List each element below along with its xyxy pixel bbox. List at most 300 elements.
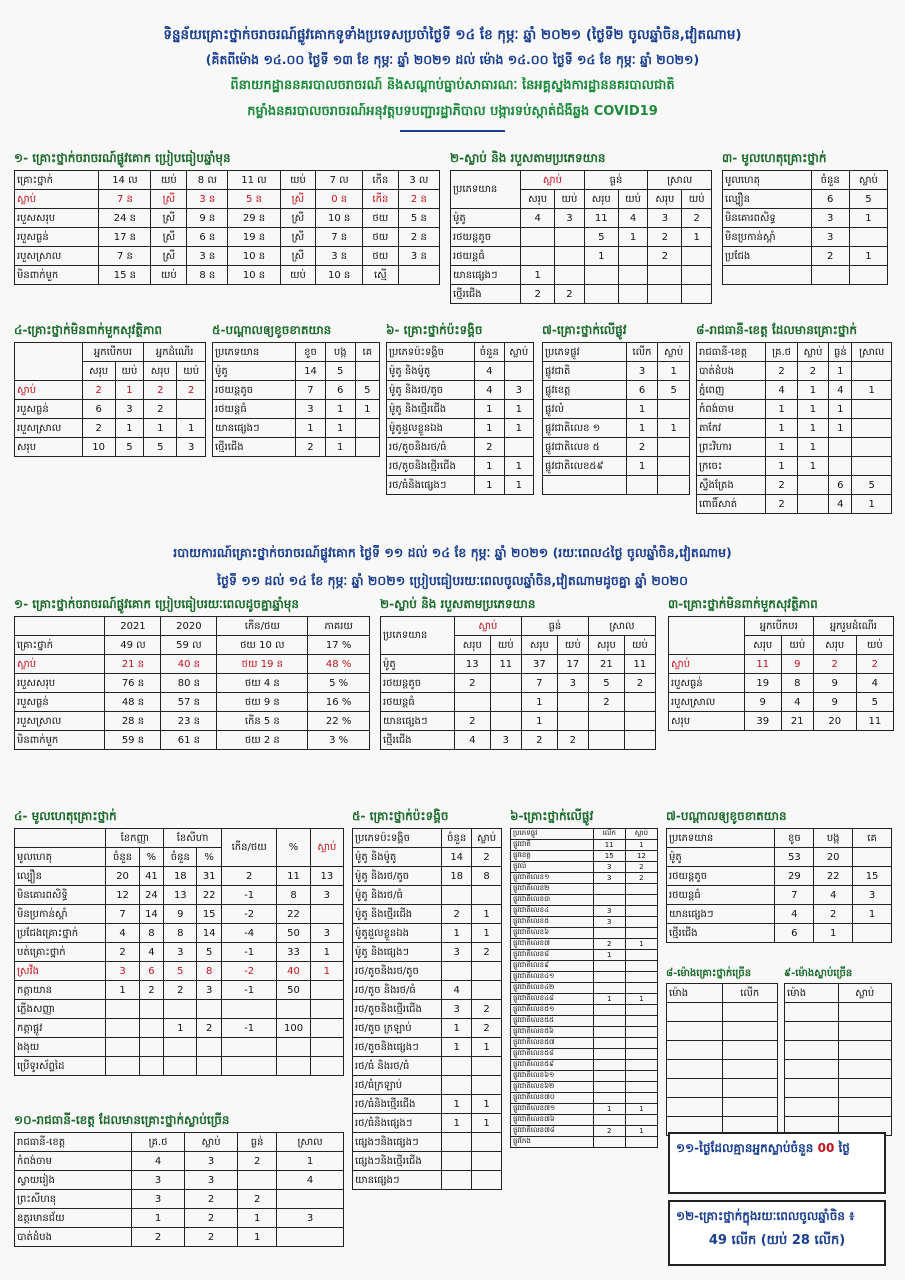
daily-s5-table	[212, 342, 380, 457]
daily-s4-cell: 1	[115, 419, 144, 438]
daily-s1-row	[15, 209, 440, 228]
daily-s2-cell	[648, 266, 682, 285]
period-s4-subheader-cell: មូលហេតុ	[15, 848, 106, 867]
period-s2-cell: ម៉ូតូ	[381, 655, 455, 674]
period-s6-cell: ផ្លូវជាតិលេខ៩	[511, 961, 594, 972]
daily-s4-row	[15, 381, 206, 400]
daily-s1-cell	[398, 266, 439, 285]
period-s5-header-cell: ចំនួន	[442, 829, 472, 848]
period-s2-row	[381, 712, 656, 731]
period-s6-row	[511, 994, 658, 1005]
daily-s5-cell: ម៉ូតូ	[213, 362, 296, 381]
period-s1-row	[15, 655, 370, 674]
period-s5-row	[353, 1000, 502, 1019]
daily-s3-row	[723, 247, 888, 266]
daily-s6-cell: 1	[475, 476, 504, 495]
daily-section-7	[542, 322, 690, 495]
period-section-7	[666, 808, 892, 943]
daily-s5-cell: 1	[325, 419, 355, 438]
period-s1-cell: របួសស្រាល	[15, 712, 105, 731]
period-s8-cell	[667, 1060, 723, 1079]
period-s6-row	[511, 1049, 658, 1060]
period-s9-row	[785, 1003, 892, 1022]
period-s5-row	[353, 943, 502, 962]
daily-s4-row	[15, 419, 206, 438]
daily-s2-cell	[555, 228, 585, 247]
new-year-accidents-value: 49 លើក (យប់ 28 លើក)	[708, 1233, 846, 1248]
daily-s1-cell: 14 ល	[99, 171, 151, 190]
period-s4-cell	[164, 1038, 197, 1057]
period-s5-cell: រថ/តូច និងរថ/ធំ	[353, 981, 442, 1000]
daily-s2-row	[451, 266, 712, 285]
daily-s3-row	[723, 190, 888, 209]
daily-s1-cell: 10 ន	[316, 209, 363, 228]
period-s7-row	[667, 924, 892, 943]
period-s1-cell: កើន 5 ន	[217, 712, 308, 731]
period-s9-cell	[785, 1041, 839, 1060]
period-s4-cell	[277, 1038, 310, 1057]
daily-s3-cell: 3	[811, 228, 849, 247]
daily-s1-cell: ថយ	[362, 228, 398, 247]
period-s9-cell	[785, 1003, 839, 1022]
daily-s5-cell: 6	[325, 381, 355, 400]
daily-s7-cell	[626, 476, 658, 495]
daily-s2-cell: រថយន្តតូច	[451, 228, 521, 247]
daily-s3-cell: 1	[849, 247, 887, 266]
daily-s6-cell: ម៉ូតូដួលខ្លួនឯង	[387, 419, 475, 438]
period-s6-cell	[593, 1038, 625, 1049]
daily-s1-cell: 3 ន	[187, 190, 228, 209]
daily-s8-cell: 1	[852, 495, 892, 514]
daily-s7-cell	[543, 476, 627, 495]
daily-s6-cell: រថ/តូចនិងរថ/ធំ	[387, 438, 475, 457]
daily-s8-cell: ព្រះវិហារ	[697, 438, 766, 457]
daily-s6-row	[387, 438, 534, 457]
daily-s7-row	[543, 476, 690, 495]
period-s6-row	[511, 895, 658, 906]
daily-s8-cell: 1	[766, 438, 797, 457]
period-s6-cell	[593, 884, 625, 895]
period-s10-cell: 1	[277, 1152, 344, 1171]
period-s6-cell: ផ្លូវជាតិលេខ៤២	[511, 983, 594, 994]
daily-s3-cell	[849, 266, 887, 285]
daily-s3-row	[723, 266, 888, 285]
period-s7-cell: 4	[775, 905, 814, 924]
period-s4-cell: 31	[197, 867, 222, 886]
daily-s2-subheader-cell: យប់	[555, 190, 585, 209]
daily-s1-cell: យប់	[280, 171, 316, 190]
period-s4-cell: 14	[139, 905, 164, 924]
period-s6-cell: 3	[593, 873, 625, 884]
period-s2-cell: 21	[588, 655, 624, 674]
period-s8-row	[667, 1060, 778, 1079]
period-s10-title: ១០-រាជធានី-ខេត្ត ដែលមានគ្រោះថ្នាក់ស្លាប់ច្រើន	[14, 1113, 230, 1127]
period-s8-cell	[667, 1003, 723, 1022]
period-s4-cell: 13	[310, 867, 343, 886]
period-s6-cell	[593, 1137, 625, 1148]
daily-s2-subheader-cell: យប់	[682, 190, 712, 209]
period-s5-cell	[442, 1057, 472, 1076]
period-s6-cell: ផ្លូវជាតិលេខ៧៦	[511, 1115, 594, 1126]
daily-s5-cell: រថយន្តធំ	[213, 400, 296, 419]
period-s5-cell: រថ/ធំនិងផ្សេងៗ	[353, 1114, 442, 1133]
period-s8-cell	[667, 1041, 723, 1060]
daily-s1-cell: យប់	[151, 266, 187, 285]
daily-s2-header-cell: ស្រាល	[648, 171, 712, 190]
daily-s3-title: ៣- មូលហេតុគ្រោះថ្នាក់	[722, 151, 827, 165]
daily-s8-cell: 4	[829, 381, 852, 400]
daily-s7-cell	[658, 400, 690, 419]
period-s3-row	[669, 712, 894, 731]
period-s10-cell: 2	[238, 1190, 277, 1209]
period-s2-cell	[490, 693, 521, 712]
daily-s8-row	[697, 457, 892, 476]
daily-s6-cell: 1	[475, 400, 504, 419]
daily-s7-cell: ផ្លូវជាតិលេខ ៥	[543, 438, 627, 457]
daily-s2-header-cell: ប្រភេទយាន	[451, 171, 521, 209]
period-s6-cell: 1	[625, 1104, 657, 1115]
period-s10-row	[15, 1228, 344, 1247]
period-s3-cell: របួសស្រាល	[669, 693, 745, 712]
period-s3-cell: របួសធ្ងន់	[669, 674, 745, 693]
period-s7-header-cell: ប្រភេទយាន	[667, 829, 775, 848]
daily-s8-cell: 1	[829, 400, 852, 419]
daily-s1-cell: យប់	[151, 171, 187, 190]
period-s10-header-cell: ស្រាល	[277, 1133, 344, 1152]
daily-s4-cell: 6	[82, 400, 115, 419]
daily-s5-row	[213, 419, 380, 438]
period-s7-cell: 2	[814, 905, 853, 924]
period-s6-cell	[593, 1082, 625, 1093]
period-s5-cell: 2	[472, 943, 502, 962]
daily-s3-cell	[723, 266, 812, 285]
daily-s1-table	[14, 170, 440, 285]
daily-s2-row	[451, 285, 712, 304]
period-s5-header-row	[353, 829, 502, 848]
period-s4-cell: 18	[164, 867, 197, 886]
period-s6-header-cell: លើក	[593, 829, 625, 840]
period-s7-cell	[853, 924, 892, 943]
daily-s8-cell: 1	[829, 419, 852, 438]
period-s6-row	[511, 1027, 658, 1038]
period-s5-cell: ម៉ូតូដួលខ្លួនឯង	[353, 924, 442, 943]
report-department: ពីនាយកដ្ឋាននគរបាលចរាចរណ៍ និងសណ្តាប់ធ្នាប់សាធារណៈ នៃអគ្គស្នងការដ្ឋាននគរបាលជាតិ	[230, 78, 675, 93]
daily-s2-cell: 1	[521, 266, 555, 285]
period-s6-cell: 1	[593, 994, 625, 1005]
daily-s4-table	[14, 342, 206, 457]
daily-s1-cell: របួសសរុប	[15, 209, 99, 228]
daily-s5-cell: យានផ្សេងៗ	[213, 419, 296, 438]
period-s6-row	[511, 917, 658, 928]
period-s1-title: ១- គ្រោះថ្នាក់ចរាចរណ៍ផ្លូវគោក ប្រៀបធៀបរយៈពេលដូចគ្នាឆ្នាំមុន	[14, 597, 300, 611]
period-s2-cell: 1	[521, 712, 557, 731]
daily-s8-header-cell: រាជធានី-ខេត្ត	[697, 343, 766, 362]
daily-s2-row	[451, 247, 712, 266]
period-s4-cell	[106, 1019, 139, 1038]
daily-s3-header-row	[723, 171, 888, 190]
daily-s7-row	[543, 419, 690, 438]
period-s3-header-cell: អ្នករួមដំណើរ	[813, 617, 893, 636]
period-s8-cell	[722, 1079, 778, 1098]
daily-s6-title: ៦- គ្រោះថ្នាក់ប៉ះទង្គិច	[386, 323, 483, 337]
daily-s1-cell: 7 ន	[99, 190, 151, 209]
daily-s4-header-cell: អ្នកបើកបរ	[82, 343, 144, 362]
period-s7-cell: 53	[775, 848, 814, 867]
period-s2-cell: 2	[557, 731, 588, 750]
period-s6-row	[511, 928, 658, 939]
period-s5-title: ៥- គ្រោះថ្នាក់ប៉ះទង្គិច	[352, 809, 449, 823]
daily-s2-cell: 4	[618, 209, 648, 228]
period-s5-row	[353, 924, 502, 943]
daily-s8-cell: ស្ទឹងត្រែង	[697, 476, 766, 495]
period-s4-cell: 3	[310, 886, 343, 905]
period-s7-cell: យានផ្សេងៗ	[667, 905, 775, 924]
period-s5-cell: 2	[472, 848, 502, 867]
period-s5-cell: ម៉ូតូ និងថ្មើរជើង	[353, 905, 442, 924]
period-s8-cell	[722, 1041, 778, 1060]
daily-s1-row	[15, 228, 440, 247]
period-s4-table	[14, 828, 344, 1076]
daily-s4-cell: 2	[144, 381, 177, 400]
period-s5-row	[353, 1133, 502, 1152]
daily-s6-cell	[504, 438, 533, 457]
period-s4-cell	[277, 1057, 310, 1076]
period-s5-cell: 1	[472, 1038, 502, 1057]
no-death-days-value: 00	[817, 1141, 835, 1155]
daily-s4-cell: 5	[115, 438, 144, 457]
daily-s7-cell: 1	[626, 419, 658, 438]
daily-s8-cell	[852, 419, 892, 438]
period-s4-cell	[197, 1000, 222, 1019]
period-s4-cell: 2	[164, 981, 197, 1000]
daily-s4-cell: 1	[115, 381, 144, 400]
period-s4-cell: 8	[139, 924, 164, 943]
period-s4-cell	[197, 1057, 222, 1076]
period-s10-header-cell: ស្លាប់	[184, 1133, 237, 1152]
daily-s2-cell	[584, 285, 618, 304]
daily-s2-cell: 2	[648, 228, 682, 247]
period-s4-cell: 8	[197, 962, 222, 981]
daily-s8-row	[697, 476, 892, 495]
period-s9-header-row	[785, 984, 892, 1003]
period-s6-cell: ផ្លូវកែង	[511, 1137, 594, 1148]
period-s6-row	[511, 950, 658, 961]
daily-s2-cell	[682, 285, 712, 304]
period-s10-row	[15, 1152, 344, 1171]
daily-s3-header-cell: ស្លាប់	[849, 171, 887, 190]
period-s5-cell: 1	[442, 1114, 472, 1133]
period-s5-table	[352, 828, 502, 1190]
period-s10-cell: ឧត្តរមានជ័យ	[15, 1209, 132, 1228]
period-s8-title: ៨-ម៉ោងគ្រោះថ្នាក់ច្រើន	[666, 968, 752, 979]
daily-s1-cell: 15 ន	[99, 266, 151, 285]
period-s9-header-cell: ម៉ោង	[785, 984, 839, 1003]
period-s3-cell: 9	[744, 693, 781, 712]
period-s9-cell	[838, 1060, 892, 1079]
period-s8-cell	[722, 1022, 778, 1041]
period-s7-cell: 4	[814, 886, 853, 905]
period-s7-cell: រថយន្តតូច	[667, 867, 775, 886]
period-s5-cell: ផ្សេងៗនិងផ្សេងៗ	[353, 1133, 442, 1152]
period-s2-row	[381, 655, 656, 674]
period-s4-cell	[139, 1000, 164, 1019]
daily-s8-cell: ក្រចេះ	[697, 457, 766, 476]
period-s6-cell	[625, 1071, 657, 1082]
period-s6-cell: 3	[593, 862, 625, 873]
period-s2-cell	[557, 693, 588, 712]
daily-s5-header-cell: គេ	[355, 343, 379, 362]
daily-s2-cell	[618, 285, 648, 304]
period-s6-row	[511, 961, 658, 972]
period-s10-cell: ស្វាយរៀង	[15, 1171, 132, 1190]
period-s6-row	[511, 851, 658, 862]
period-s6-cell	[593, 961, 625, 972]
daily-s2-cell: ថ្មើរជើង	[451, 285, 521, 304]
period-s9-row	[785, 1098, 892, 1117]
period-s4-cell: -1	[221, 886, 276, 905]
daily-s8-cell: 1	[766, 457, 797, 476]
daily-s4-title: ៤-គ្រោះថ្នាក់មិនពាក់មួកសុវត្ថិភាព	[14, 323, 163, 337]
period-s5-header-cell: ប្រភេទប៉ះទង្គិច	[353, 829, 442, 848]
period-s5-cell: 1	[472, 924, 502, 943]
daily-s8-cell: 1	[766, 400, 797, 419]
period-s8-row	[667, 1041, 778, 1060]
daily-s7-cell: 1	[626, 400, 658, 419]
period-s4-subheader-cell: ចំនួន	[106, 848, 139, 867]
period-s1-cell: 5 %	[308, 674, 370, 693]
period-s3-subheader-cell: សរុប	[744, 636, 781, 655]
period-s6-cell: ផ្លូវជាតិលេខ៤៨	[511, 994, 594, 1005]
daily-s1-cell: ស្រី	[280, 209, 316, 228]
daily-section-1	[14, 150, 440, 285]
daily-s5-cell: 5	[325, 362, 355, 381]
period-s4-row	[15, 924, 344, 943]
daily-s7-row	[543, 381, 690, 400]
period-s1-row	[15, 674, 370, 693]
period-s7-cell: 1	[814, 924, 853, 943]
period-s5-row	[353, 848, 502, 867]
period-s5-cell	[472, 1057, 502, 1076]
period-s6-cell: ផ្លូវជាតិលេខ៥៦	[511, 1027, 594, 1038]
period-s6-cell: ផ្លូវជាតិលេខ៧១	[511, 1104, 594, 1115]
daily-s1-cell: ថយ	[362, 247, 398, 266]
daily-s1-row	[15, 190, 440, 209]
daily-s5-header-row	[213, 343, 380, 362]
period-s5-cell: រថ/ធំក្រឡាប់	[353, 1076, 442, 1095]
period-s3-cell: 21	[781, 712, 813, 731]
period-s3-cell: ស្លាប់	[669, 655, 745, 674]
daily-s5-header-cell: ខូច	[296, 343, 326, 362]
period-s5-cell	[442, 1076, 472, 1095]
period-s1-header-cell: 2021	[105, 617, 161, 636]
period-s6-cell	[593, 1049, 625, 1060]
period-section-9	[784, 966, 892, 1136]
daily-s3-cell: ប្រជែង	[723, 247, 812, 266]
period-s4-row	[15, 981, 344, 1000]
period-s6-row	[511, 1005, 658, 1016]
period-s6-row	[511, 1104, 658, 1115]
period-s4-cell: កត្តាយាន	[15, 981, 106, 1000]
period-s4-row	[15, 962, 344, 981]
period-s10-cell: 3	[132, 1171, 185, 1190]
period-s1-cell: មិនពាក់មួក	[15, 731, 105, 750]
period-s9-cell	[838, 1022, 892, 1041]
daily-s6-header-cell: ស្លាប់	[504, 343, 533, 362]
daily-s5-cell: 3	[296, 400, 326, 419]
period-s6-cell	[625, 1016, 657, 1027]
period-s3-cell: 19	[744, 674, 781, 693]
period-s6-cell: ផ្លូវជាតិ	[511, 840, 594, 851]
period-s6-cell	[625, 906, 657, 917]
period-s6-row	[511, 983, 658, 994]
period-s5-cell: 4	[442, 981, 472, 1000]
daily-s5-cell: 2	[296, 438, 326, 457]
daily-s2-title: ២-ស្លាប់ និង របួសតាមប្រភេទយាន	[450, 151, 606, 165]
period-s4-cell: 22	[197, 886, 222, 905]
daily-s7-cell: ផ្លូវជាតិលេខ ១	[543, 419, 627, 438]
period-s3-header-cell	[669, 617, 745, 655]
period-s2-header-cell: ស្រាល	[588, 617, 655, 636]
period-s6-cell	[593, 1027, 625, 1038]
period-s6-cell: ផ្លូវជាតិលេខ៦២	[511, 1082, 594, 1093]
period-s6-header-row	[511, 829, 658, 840]
period-s6-row	[511, 1071, 658, 1082]
daily-s1-cell: ស្រី	[151, 247, 187, 266]
period-s2-cell: 2	[624, 674, 655, 693]
period-s4-cell: 9	[164, 905, 197, 924]
daily-s8-cell: បាត់ដំបង	[697, 362, 766, 381]
period-s5-cell: 8	[472, 867, 502, 886]
period-s2-title: ២-ស្លាប់ និង របួសតាមប្រភេទយាន	[380, 597, 536, 611]
period-s6-cell	[593, 972, 625, 983]
period-s6-row	[511, 906, 658, 917]
daily-s7-cell	[658, 457, 690, 476]
daily-s7-header-cell: ប្រភេទផ្លូវ	[543, 343, 627, 362]
period-s4-cell	[310, 905, 343, 924]
period-s9-table	[784, 983, 892, 1136]
daily-s1-cell: ថយ	[362, 209, 398, 228]
period-s1-cell: ថយ 2 ន	[217, 731, 308, 750]
period-s6-cell	[625, 1082, 657, 1093]
daily-s8-cell	[852, 457, 892, 476]
period-s3-cell: 20	[813, 712, 856, 731]
period-s6-cell	[625, 1115, 657, 1126]
period-section-5	[352, 808, 502, 1190]
daily-s6-row	[387, 457, 534, 476]
period-s6-row	[511, 840, 658, 851]
period-s4-cell: 6	[139, 962, 164, 981]
period-s6-cell	[625, 1038, 657, 1049]
period-s4-cell: 1	[310, 943, 343, 962]
daily-s1-cell: 10 ន	[228, 247, 280, 266]
daily-s4-cell: ស្លាប់	[15, 381, 83, 400]
period-s5-cell	[472, 981, 502, 1000]
daily-s3-cell	[811, 266, 849, 285]
period-s2-cell: 3	[557, 674, 588, 693]
daily-s5-cell: 1	[325, 400, 355, 419]
period-s4-row	[15, 905, 344, 924]
period-s4-cell: 20	[106, 867, 139, 886]
daily-s1-cell: ស្លាប់	[15, 190, 99, 209]
daily-s1-cell: 3 ល	[398, 171, 439, 190]
daily-s5-title: ៥-បណ្តាលឲ្យខូចខាតយាន	[212, 323, 332, 337]
period-title: របាយការណ៍គ្រោះថ្នាក់ចរាចរណ៍ផ្លូវគោក ថ្ងៃទី ១១ ដល់ ១៤ ខែ កុម្ភៈ ឆ្នាំ ២០២១ (រយៈពេល៤ថ្ងៃ ចូលឆ្នាំចិន,វៀតណាម)	[173, 545, 732, 560]
period-s10-cell: 1	[238, 1228, 277, 1247]
period-s8-cell	[667, 1079, 723, 1098]
daily-s8-cell: 6	[829, 476, 852, 495]
period-s9-title: ៩-ម៉ោងស្លាប់ច្រើន	[784, 968, 853, 979]
period-s10-cell: 2	[184, 1209, 237, 1228]
